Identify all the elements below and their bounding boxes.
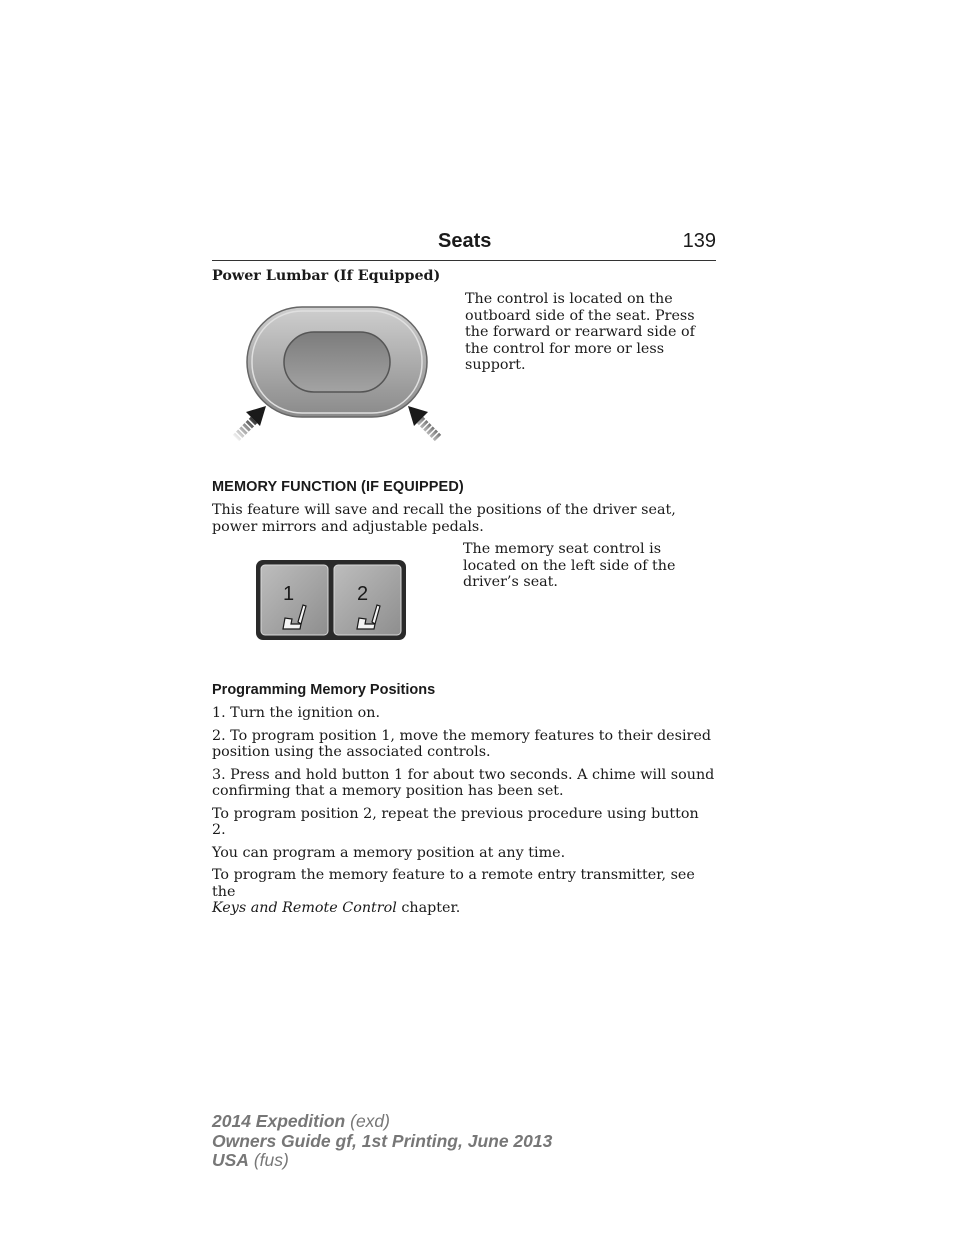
forward-arrow-icon [236,406,266,438]
lumbar-switch-inner [284,332,390,392]
memory-button-1-label: 1 [283,583,295,605]
lumbar-description: The control is located on the outboard side of the seat. Press the forward or rearward side of the control for more or less support. [465,291,695,373]
memory-control-description: The memory seat control is located on the left side of the driver’s seat. [463,541,676,590]
footer-region-code: (fus) [248,1150,289,1170]
rearward-arrow-icon [408,406,438,438]
step-1: 1. Turn the ignition on. [212,705,381,721]
footer-model-code: (exd) [345,1111,390,1131]
footer-region: USA [212,1150,249,1170]
lumbar-control-illustration [228,300,446,446]
step-2: 2. To program position 1, move the memory features to their desired position using the associated controls. [212,727,711,760]
memory-heading: MEMORY FUNCTION (IF EQUIPPED) [212,479,464,495]
memory-button-2 [334,565,401,635]
page-header [212,228,716,261]
memory-button-1 [261,565,328,635]
memory-intro: This feature will save and recall the positions of the driver seat, power mirrors and adjustable pedals. [212,502,676,535]
remote-note-suffix: chapter. [396,900,461,916]
anytime-note: You can program a memory position at any time. [212,844,566,861]
memory-button-2-label: 2 [357,583,369,605]
page-footer [212,1112,552,1171]
lumbar-heading: Power Lumbar (If Equipped) [212,268,441,284]
keys-remote-reference: Keys and Remote Control [212,900,397,916]
position-2-note: To program position 2, repeat the previous procedure using button 2. [212,805,699,838]
remote-note [212,867,716,917]
remote-note-text: To program the memory feature to a remote entry transmitter, see the [212,867,695,900]
page-number: 139 [682,230,716,252]
memory-buttons-illustration [254,558,408,642]
step-3: 3. Press and hold button 1 for about two seconds. A chime will sound confirming that a memory position has been set. [212,766,715,799]
programming-heading: Programming Memory Positions [212,682,436,698]
section-title: Seats [438,230,492,252]
footer-model: 2014 Expedition [212,1111,346,1131]
programming-steps [212,705,716,923]
footer-guide: Owners Guide gf, 1st Printing, June 2013 [212,1130,553,1151]
